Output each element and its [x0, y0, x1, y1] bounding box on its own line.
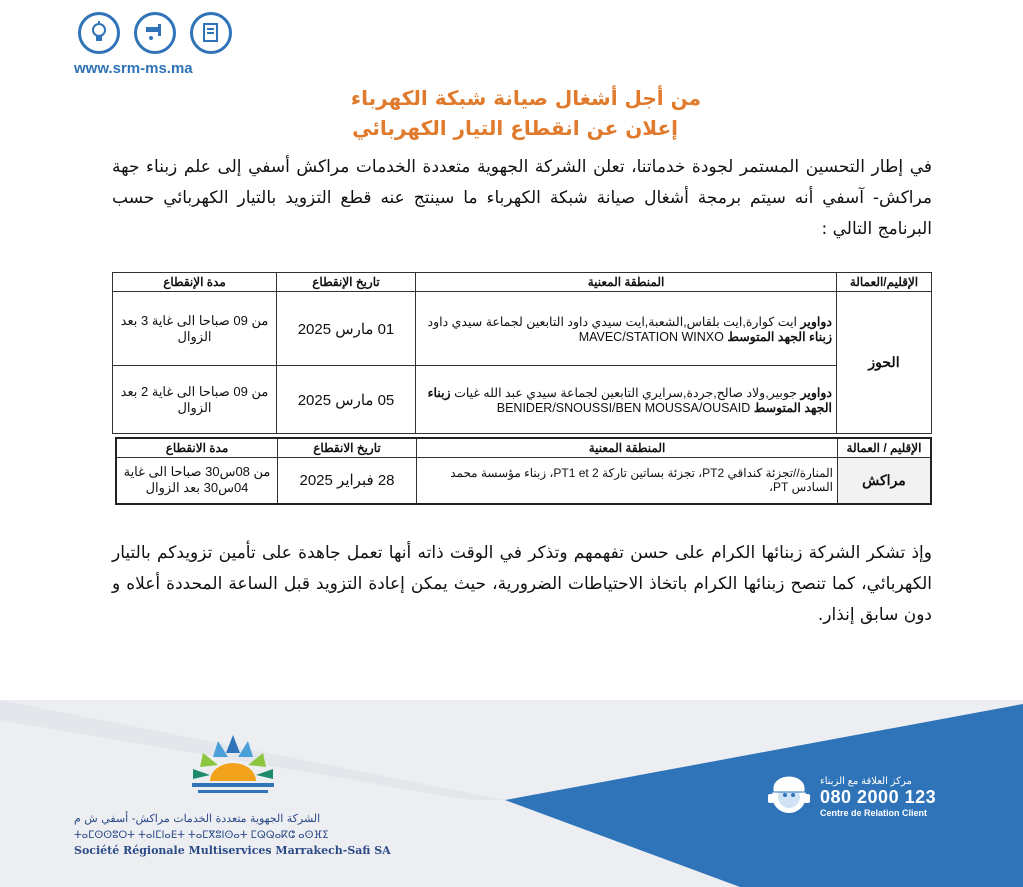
zone-cell: دواوير ايت كوارة,ايت بلقاس,الشعبة,ايت سيدي داود التابعين لجماعة سيدي داود زبناء الجهد المتوسط MAVEC/STATION WINXO: [416, 292, 837, 366]
header-date: تاريخ الانقطاع: [278, 438, 417, 458]
date-cell: 28 فبراير 2025: [278, 458, 417, 504]
title-maintenance: من أجل أشغال صيانة شبكة الكهرباء: [350, 86, 701, 110]
table-header-row: [113, 273, 932, 292]
duration-cell: من 09 صباحا الى غاية 2 بعد الزوال: [113, 366, 277, 434]
header-duration: مدة الإنقطاع: [113, 273, 277, 292]
water-tap-icon: [134, 12, 176, 54]
call-center-label-ar: مركز العلاقة مع الزبناء: [820, 776, 912, 787]
header-zone: المنطقة المعنية: [416, 273, 837, 292]
zone-cell: المنارة//تجزئة كنداقي PT2، تجزئة بساتين تاركة PT1 et 2، زبناء مؤسسة محمد السادس PT،: [417, 458, 838, 504]
table-row: [116, 458, 931, 504]
call-center-block: [820, 776, 936, 818]
province-cell: مراكش: [838, 458, 932, 504]
header-province: الإقليم/العمالة: [837, 273, 932, 292]
lightbulb-icon: [78, 12, 120, 54]
call-center-mascot-icon: [765, 770, 813, 818]
receipt-icon: [190, 12, 232, 54]
date-cell: 01 مارس 2025: [277, 292, 416, 366]
outage-table-marrakech: [115, 437, 932, 505]
company-logo-icon: [188, 733, 278, 803]
website-url[interactable]: www.srm-ms.ma: [74, 60, 193, 77]
title-outage-notice: إعلان عن انقطاع التيار الكهربائي: [352, 116, 678, 140]
date-cell: 05 مارس 2025: [277, 366, 416, 434]
duration-cell: من 09 صباحا الى غاية 3 بعد الزوال: [113, 292, 277, 366]
call-center-phone[interactable]: 080 2000 123: [820, 787, 937, 807]
table-header-row: [116, 438, 931, 458]
header-province: الإقليم / العمالة: [838, 438, 932, 458]
intro-paragraph: في إطار التحسين المستمر لجودة خدماتنا، تعلن الشركة الجهوية متعددة الخدمات مراكش أسفي إلى علم زبناء جهة مراكش- آسفي أنه سيتم برمجة أشغال صيانة شبكة الكهرباء ما سينتج عنه قطع التزويد بالتيار الكهربائي حسب البرنامج التالي :: [112, 157, 932, 239]
province-cell: الحوز: [837, 292, 932, 434]
header-date: تاريخ الإنقطاع: [277, 273, 416, 292]
table-row: [113, 366, 932, 434]
table-row: [113, 292, 932, 366]
header-zone: المنطقة المعنية: [417, 438, 838, 458]
company-name-ar: الشركة الجهوية متعددة الخدمات مراكش- أسفي ش م: [74, 812, 321, 825]
header-duration: مدة الانقطاع: [116, 438, 278, 458]
duration-cell: من 08س30 صباحا الى غاية 04س30 بعد الزوال: [116, 458, 278, 504]
call-center-label-fr: Centre de Relation Client: [820, 808, 928, 818]
company-name-fr: Société Régionale Multiservices Marrakech-Safi SA: [74, 844, 391, 857]
zone-cell: دواوير جوبير,ولاد صالح,جردة,سرايري التابعين لجماعة سيدي عبد الله غيات زبناء الجهد المتوسط BENIDER/SNOUSSI/BEN MOUSSA/OUSAID: [416, 366, 837, 434]
company-name-tifinagh: ⵜⴰⵎⵙⵙⵓⵔⵜ ⵜⴰⵏⵎⵏⴰⴹⵜ ⵜⴰⵎⴳⵓⵏⵙⴰⵜ ⵎⵕⵕⴰⴽⵛ ⴰⵙⴼⵉ: [74, 830, 329, 841]
closing-paragraph: وإذ تشكر الشركة زبنائها الكرام على حسن تفهمهم وتذكر في الوقت ذاته أنها تعمل جاهدة على تأمين تزويدكم بالتيار الكهربائي، كما تنصح زبنائها الكرام باتخاذ الاحتياطات الضرورية، حيث يمكن إعادة التزويد قبل الساعة المحددة أعلاه و دون سابق إنذار.: [112, 543, 932, 625]
outage-table-al-haouz: [112, 272, 932, 434]
